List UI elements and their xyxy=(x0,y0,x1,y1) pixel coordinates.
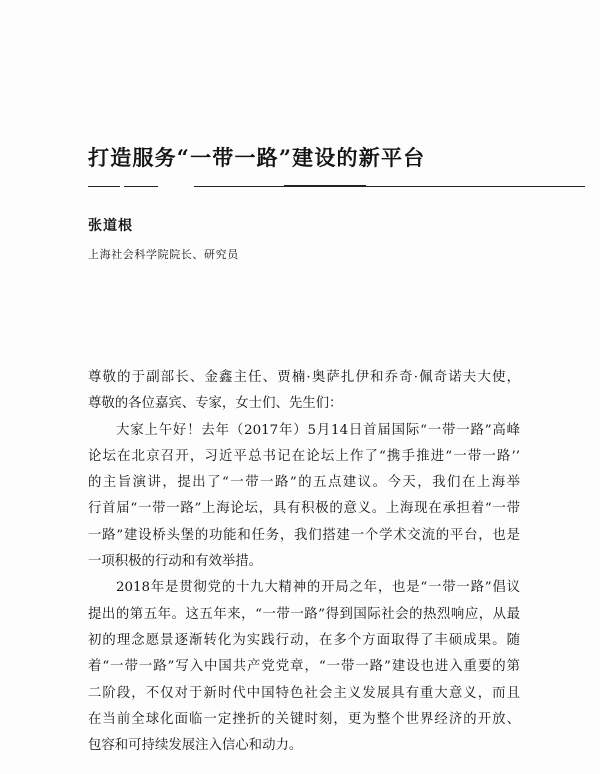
article-title: 打造服务“一带一路”建设的新平台 xyxy=(88,145,426,170)
title-rule-segment xyxy=(88,186,120,187)
article-body xyxy=(88,365,520,759)
author-name: 张道根 xyxy=(88,218,133,234)
author-affiliation: 上海社会科学院院长、研究员 xyxy=(88,248,239,261)
paragraph xyxy=(88,575,520,759)
text-line: 着“一带一路”写入中国共产党党章，“一带一路”建设也进入重要的第 xyxy=(88,659,520,675)
text-line: 提出的第五年。这五年来，“一带一路”得到国际社会的热烈响应，从最 xyxy=(88,606,520,622)
text-line: 2018年是贯彻党的十九大精神的开局之年，也是“一带一路”倡议 xyxy=(116,580,520,596)
text-line: 大家上午好！去年（2017年）5月14日首届国际“一带一路”高峰 xyxy=(116,422,520,438)
paragraph-salutation xyxy=(88,365,520,418)
text-line: 尊敬的于副部长、金鑫主任、贾楠·奥萨扎伊和乔奇·佩奇诺夫大使， xyxy=(88,370,520,385)
text-line: 尊敬的各位嘉宾、专家，女士们、先生们： xyxy=(88,396,343,412)
text-line: 行首届“一带一路”上海论坛，具有积极的意义。上海现在承担着“一带 xyxy=(88,501,520,517)
title-rule-segment xyxy=(194,186,585,187)
text-line: 初的理念愿景逐渐转化为实践行动，在多个方面取得了丰硕成果。随 xyxy=(88,632,520,648)
paragraph xyxy=(88,418,520,576)
title-rule-accent xyxy=(284,185,366,187)
text-line: 的主旨演讲，提出了“一带一路”的五点建议。今天，我们在上海举 xyxy=(88,475,520,491)
text-line: 二阶段，不仅对于新时代中国特色社会主义发展具有重大意义，而且 xyxy=(88,685,520,701)
text-line: 论坛在北京召开，习近平总书记在论坛上作了“携手推进“一带一路’’ xyxy=(88,448,520,464)
text-line: 一项积极的行动和有效举措。 xyxy=(88,554,263,570)
text-line: 包容和可持续发展注入信心和动力。 xyxy=(88,738,303,754)
title-rule-segment xyxy=(124,186,158,187)
text-line: 一路”建设桥头堡的功能和任务，我们搭建一个学术交流的平台，也是 xyxy=(88,527,520,543)
text-line: 在当前全球化面临一定挫折的关键时刻，更为整个世界经济的开放、 xyxy=(88,711,520,727)
